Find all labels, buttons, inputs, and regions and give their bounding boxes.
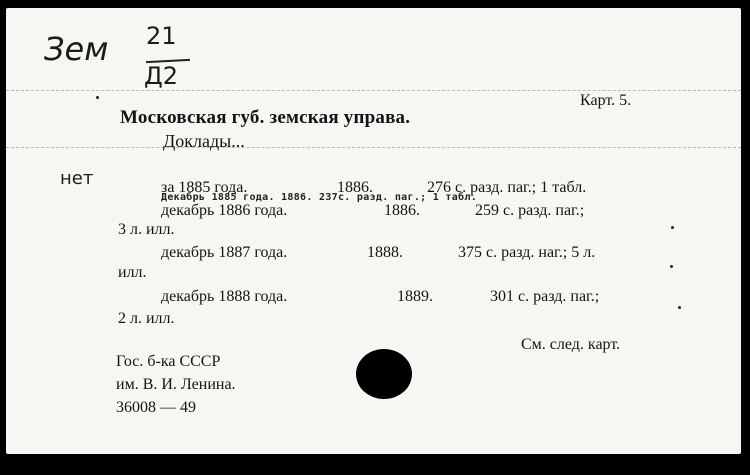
entry-year: 1886.	[337, 179, 373, 196]
entry-year: 1886.	[384, 202, 420, 219]
entry-period: декабрь 1886 года.	[161, 202, 288, 219]
entry-year: 1888.	[367, 244, 403, 261]
entry-period: за 1885 года.	[161, 179, 248, 196]
entry-continuation: 2 л. илл.	[118, 310, 175, 327]
see-next-card: См. след. карт.	[521, 336, 621, 353]
library-imprint-line2: им. В. И. Ленина.	[116, 376, 236, 393]
entry-year: 1889.	[397, 288, 433, 305]
shelf-denominator: Д2	[144, 62, 179, 90]
institution-heading: Московская губ. земская управа.	[120, 107, 411, 128]
entry-details: 301 с. разд. паг.;	[490, 288, 600, 305]
entry-period: декабрь 1887 года.	[161, 244, 288, 261]
card-number: Карт. 5.	[580, 92, 632, 109]
shelf-mark: Зем	[44, 30, 109, 68]
ink-dot	[678, 306, 681, 309]
library-imprint-line3: 36008 — 49	[116, 399, 196, 416]
entry-continuation: илл.	[118, 264, 147, 281]
library-imprint-line1: Гос. б-ка СССР	[116, 353, 221, 370]
rule-line	[6, 90, 741, 91]
rule-line	[6, 147, 741, 148]
shelf-numerator: 21	[146, 22, 177, 50]
ink-dot	[96, 96, 99, 99]
typed-insert: Декабрь 1885 года. 1886. 237с. разд. паг.; 1 табл.	[161, 192, 478, 203]
entry-details: 375 с. разд. наг.; 5 л.	[458, 244, 596, 261]
document-subtitle: Доклады...	[163, 131, 245, 151]
punched-hole	[356, 349, 412, 399]
ink-dot	[671, 226, 674, 229]
entry-details: 276 с. разд. паг.; 1 табл.	[427, 179, 587, 196]
entry-period: декабрь 1888 года.	[161, 288, 288, 305]
entry-details: 259 с. разд. паг.;	[475, 202, 585, 219]
margin-note: нет	[60, 168, 94, 189]
entry-continuation: 3 л. илл.	[118, 221, 175, 238]
ink-dot	[670, 265, 673, 268]
